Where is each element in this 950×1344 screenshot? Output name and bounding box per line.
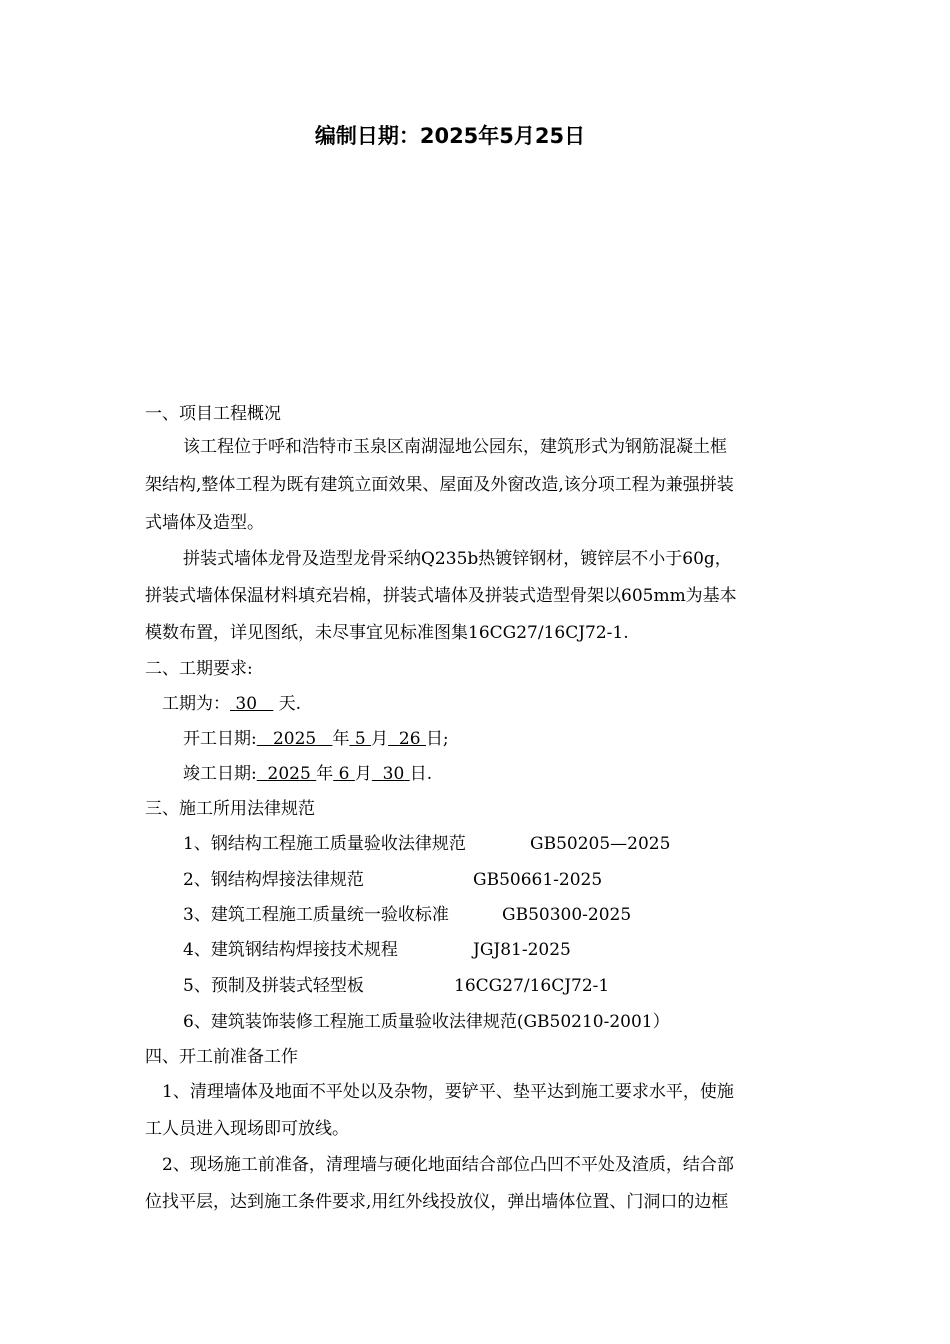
section1-para2-line2: 拼装式墙体保温材料填充岩棉，拼装式墙体及拼装式造型骨架以605mm为基本: [145, 586, 737, 606]
end-year-label: 年: [316, 764, 334, 784]
duration-prefix: 工期为：: [162, 694, 230, 714]
start-month-field: 5: [354, 729, 366, 749]
section3-heading: 三、施工所用法律规范: [145, 799, 315, 819]
compile-date-title: 编制日期：2025年5月25日: [314, 124, 586, 148]
start-date-prefix: 开工日期:: [183, 729, 257, 749]
regulation-item: [183, 903, 449, 927]
end-month-field: 6: [338, 764, 350, 784]
regulation-code: GB50205—2025: [530, 834, 671, 854]
section1-para1-line2: 架结构,整体工程为既有建筑立面效果、屋面及外窗改造,该分项工程为兼强拼装: [145, 475, 734, 495]
start-date-line: [183, 727, 449, 751]
section4-para2-line2: 位找平层，达到施工条件要求,用红外线投放仪，弹出墙体位置、门洞口的边框: [145, 1192, 729, 1212]
regulation-name: 5、预制及拼装式轻型板: [183, 976, 364, 996]
start-month-label: 月: [371, 729, 389, 749]
section4-heading: 四、开工前准备工作: [145, 1047, 298, 1067]
regulation-code: JGJ81-2025: [473, 940, 571, 960]
regulation-code: 16CG27/16CJ72-1: [454, 976, 610, 996]
start-date-end: 日;: [425, 729, 449, 749]
regulation-item: [183, 868, 364, 892]
end-month-label: 月: [354, 764, 372, 784]
regulation-item: [183, 1010, 670, 1034]
start-day-field: 26: [398, 729, 421, 749]
regulation-name: 4、建筑钢结构焊接技术规程: [183, 940, 398, 960]
regulation-code: GB50300-2025: [502, 905, 632, 925]
section1-heading: 一、项目工程概况: [145, 404, 281, 424]
end-date-end: 日.: [409, 764, 433, 784]
section1-para1-line3: 式墙体及造型。: [145, 513, 264, 533]
section1-para2-line3: 模数布置，详见图纸，未尽事宜见标准图集16CG27/16CJ72-1.: [145, 623, 629, 643]
regulation-name: 6、建筑装饰装修工程施工质量验收法律规范(GB50210-2001）: [183, 1012, 670, 1032]
section1-para2-line1: 拼装式墙体龙骨及造型龙骨采纳Q235b热镀锌钢材，镀锌层不小于60g，: [183, 549, 732, 569]
regulation-item: [183, 974, 364, 998]
end-date-prefix: 竣工日期:: [183, 764, 257, 784]
section1-para1-line1: 该工程位于呼和浩特市玉泉区南湖湿地公园东，建筑形式为钢筋混凝土框: [183, 437, 727, 457]
end-date-line: [183, 762, 432, 786]
regulation-code: GB50661-2025: [473, 870, 603, 890]
duration-suffix: 天.: [278, 694, 302, 714]
duration-value-field: 30: [235, 694, 258, 714]
regulation-name: 1、钢结构工程施工质量验收法律规范: [183, 834, 466, 854]
end-day-field: 30: [382, 764, 405, 784]
section4-para1-line1: 1、清理墙体及地面不平处以及杂物，要铲平、垫平达到施工要求水平，使施: [162, 1082, 734, 1102]
start-year-label: 年: [332, 729, 350, 749]
regulation-name: 2、钢结构焊接法律规范: [183, 870, 364, 890]
start-year-field: 2025: [272, 729, 317, 749]
section2-heading: 二、工期要求:: [145, 659, 253, 679]
section4-para1-line2: 工人员进入现场即可放线。: [145, 1119, 349, 1139]
end-year-field: 2025: [267, 764, 311, 784]
duration-line: [162, 692, 301, 716]
section4-para2-line1: 2、现场施工前准备，清理墙与硬化地面结合部位凸凹不平处及渣质，结合部: [162, 1155, 734, 1175]
regulation-name: 3、建筑工程施工质量统一验收标准: [183, 905, 449, 925]
regulation-item: [183, 938, 398, 962]
regulation-item: [183, 832, 466, 856]
